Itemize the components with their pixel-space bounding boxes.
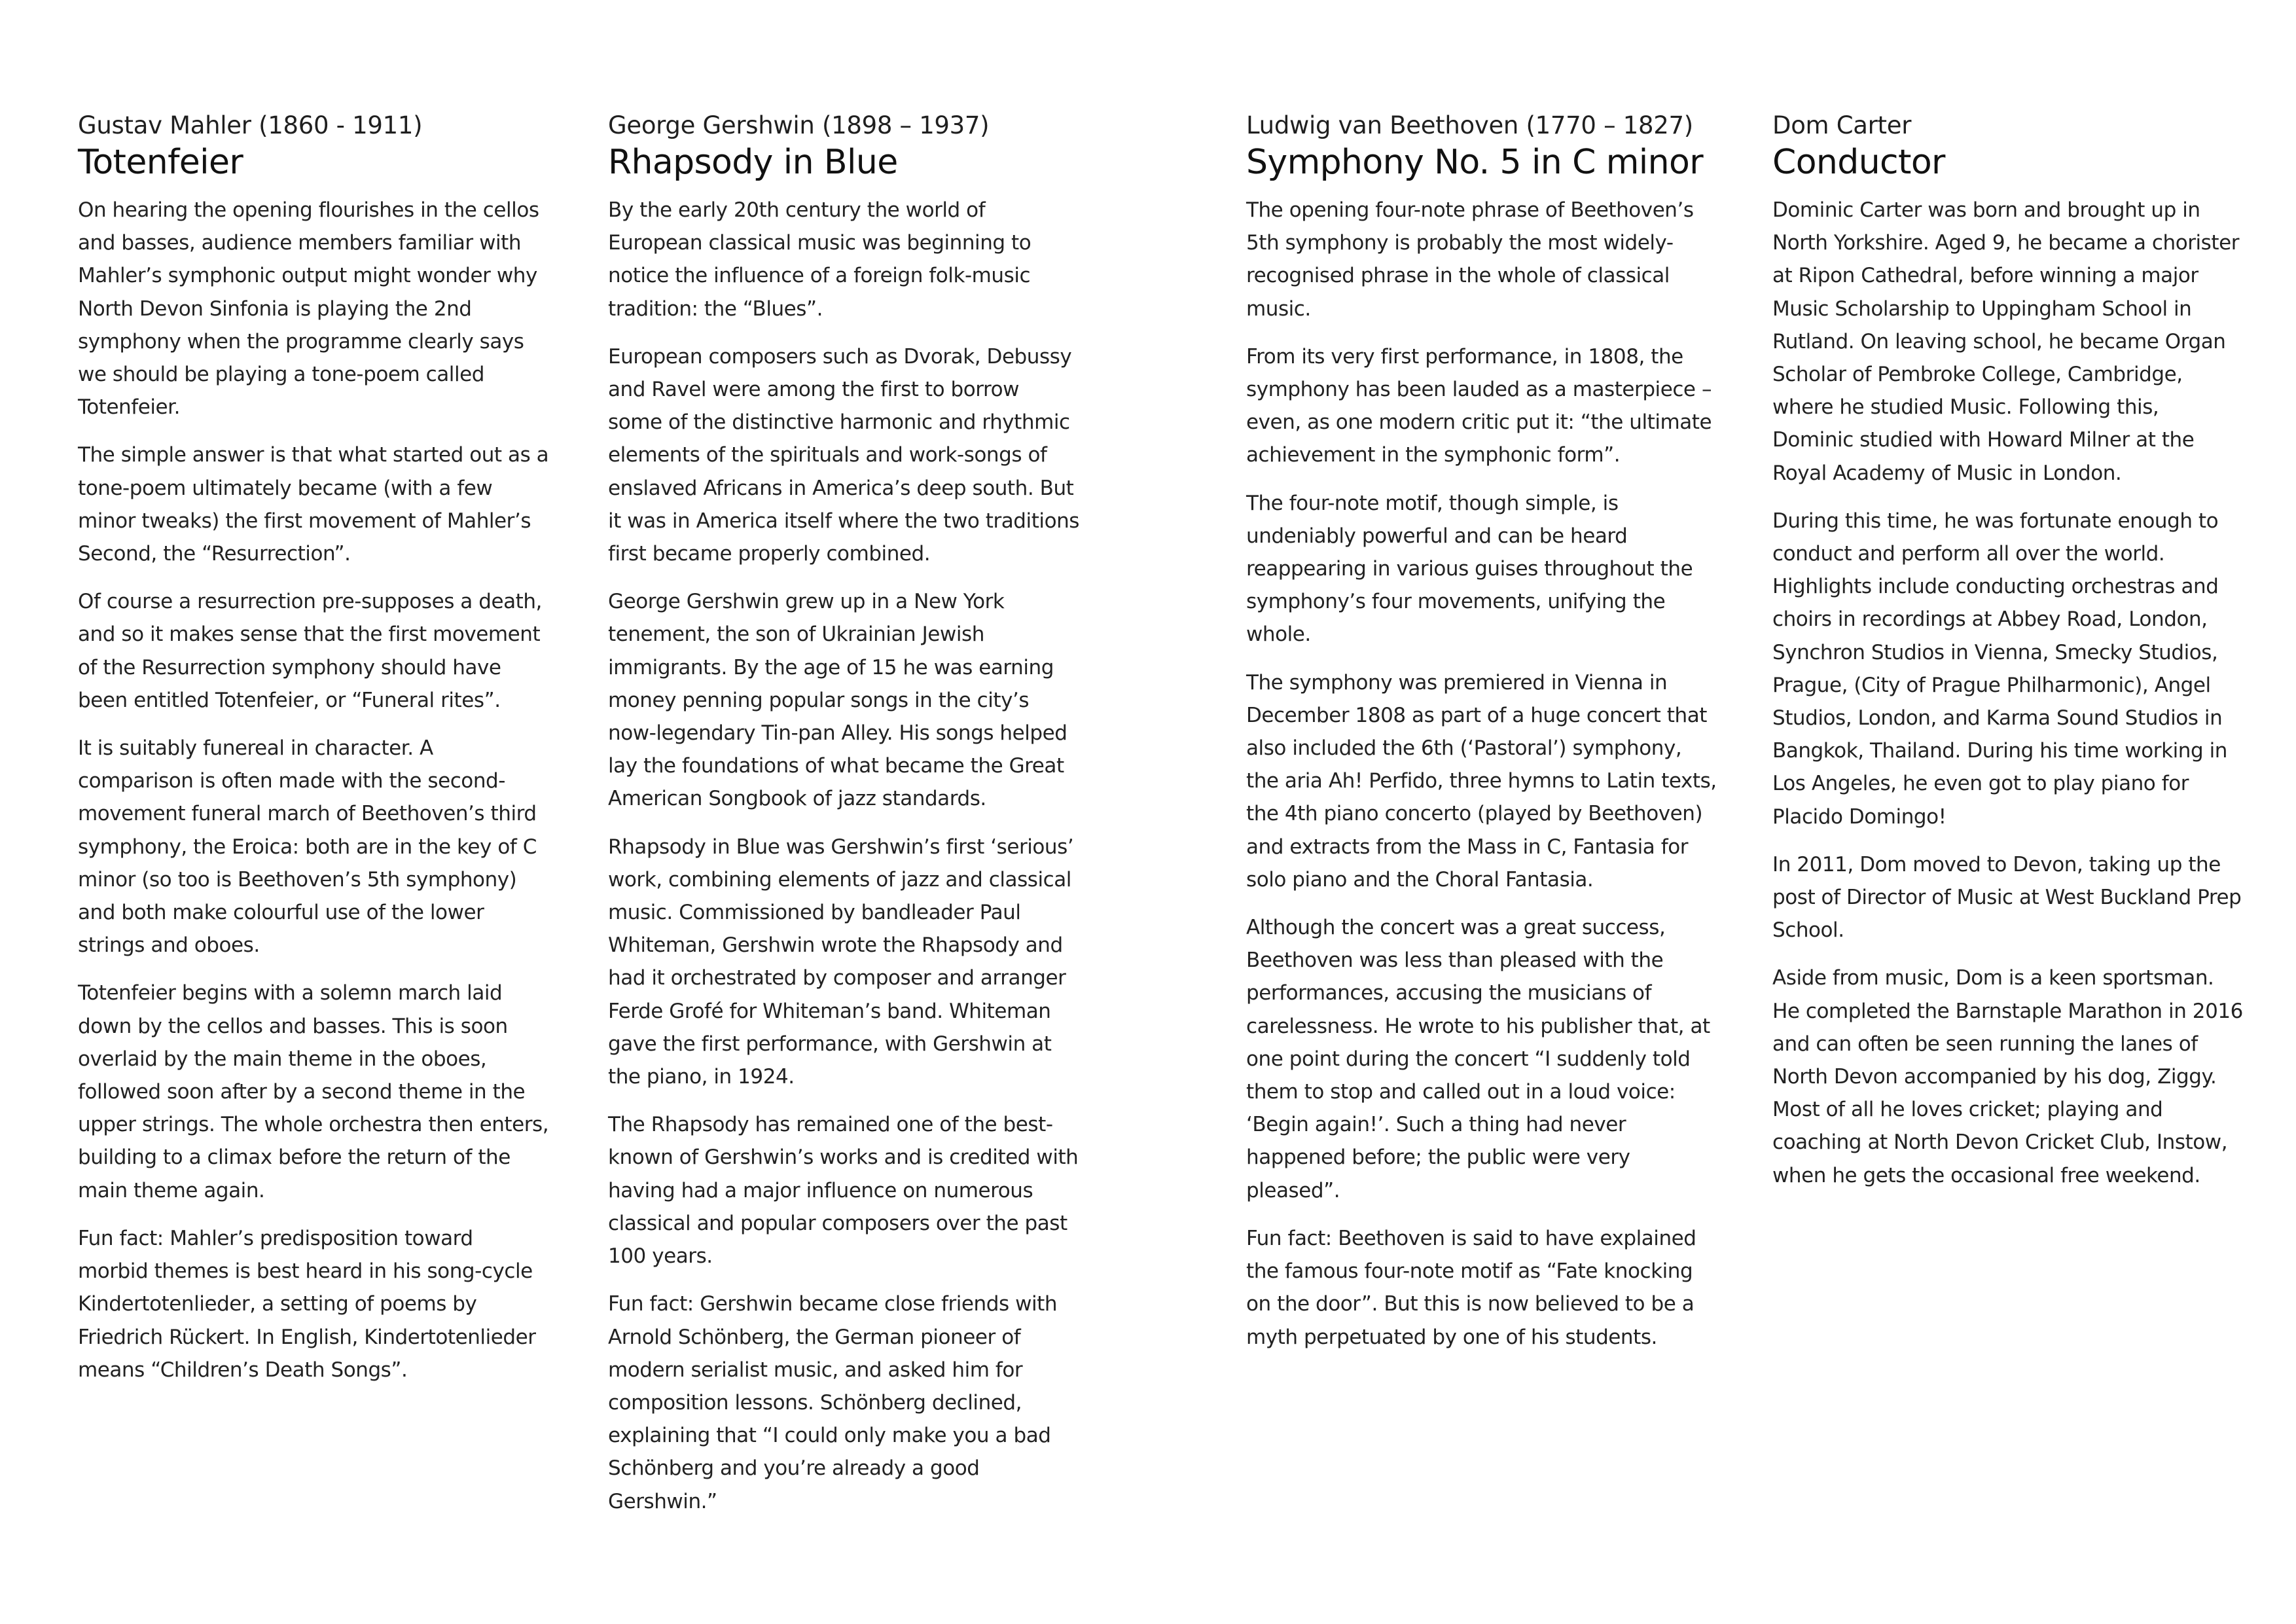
paragraph: The symphony was premiered in Vienna in December 1808 as part of a huge concert that also included the 6th (‘Pastoral’) symphony, the aria Ah! Perfido, three hymns to Latin texts, the 4th piano concerto (played by Beethoven) and extracts from the Mass in C, Fantasia for solo piano and the Choral Fantasia. <box>1246 670 1717 892</box>
paragraph: Totenfeier begins with a solemn march laid down by the cellos and basses. This is soon overlaid by the main theme in the oboes, followed soon after by a second theme in the upper strings. The whole orchestra then enters, building to a climax before the return of the main theme again. <box>78 981 549 1202</box>
paragraph: During this time, he was fortunate enough to conduct and perform all over the world. Highlights include conducting orchestras and choirs in recordings at Abbey Road, London, Synchron Studios in Vienna, Smecky Studios, Prague, (City of Prague Philharmonic), Angel Studios, London, and Karma Sound Studios in Bangkok, Thailand. During his time working in Los Angeles, he even got to play piano for Placido Domingo! <box>1772 509 2227 829</box>
paragraph: The simple answer is that what started out as a tone-poem ultimately became (with a few minor tweaks) the first movement of Mahler’s Second, the “Resurrection”. <box>78 443 549 566</box>
paragraph: The four-note motif, though simple, is undeniably powerful and can be heard reappearing in various guises throughout the symphony’s four movements, unifying the whole. <box>1246 491 1693 647</box>
paragraph: By the early 20th century the world of European classical music was beginning to notice the influence of a foreign folk-music tradition: the “Blues”. <box>608 198 1031 321</box>
composer-name: Gustav Mahler (1860 - 1911) <box>78 111 423 139</box>
paragraph: On hearing the opening flourishes in the cellos and basses, audience members familiar with Mahler’s symphonic output might wonder why North Devon Sinfonia is playing the 2nd symphony when the programme clearly says we should be playing a tone-poem called Totenfeier. <box>78 198 539 420</box>
fun-fact-paragraph: Fun fact: Beethoven is said to have explained the famous four-note motif as “Fate knocking on the door”. But this is now believed to be a myth perpetuated by one of his students. <box>1246 1226 1696 1349</box>
person-name: Dom Carter <box>1772 111 1912 139</box>
article-conductor <box>1772 110 2244 1207</box>
paragraph: Aside from music, Dom is a keen sportsman. He completed the Barnstaple Marathon in 2016 and can often be seen running the lanes of North Devon accompanied by his dog, Ziggy. Most of all he loves cricket; playing and coaching at North Devon Cricket Club, Instow, when he gets the occasional free weekend. <box>1772 966 2243 1187</box>
role-title: Conductor <box>1772 143 1945 182</box>
piece-title: Totenfeier <box>78 143 243 182</box>
paragraph: Dominic Carter was born and brought up in North Yorkshire. Aged 9, he became a chorister at Ripon Cathedral, before winning a major Music Scholarship to Uppingham School in Rutland. On leaving school, he became Organ Scholar of Pembroke College, Cambridge, where he studied Music. Following this, Dominic studied with Howard Milner at the Royal Academy of Music in London. <box>1772 198 2239 485</box>
paragraph: In 2011, Dom moved to Devon, taking up the post of Director of Music at West Buckland Prep School. <box>1772 852 2242 943</box>
paragraph: Although the concert was a great success, Beethoven was less than pleased with the performances, accusing the musicians of carelessness. He wrote to his publisher that, at one point during the concert “I suddenly told them to stop and called out in a loud voice: ‘Begin again!’. Such a thing had never happened before; the public were very pleased”. <box>1246 916 1710 1202</box>
fun-fact-paragraph: Fun fact: Mahler’s predisposition toward morbid themes is best heard in his song-cycle Kindertotenlieder, a setting of poems by Friedrich Rückert. In English, Kindertotenlieder means “Children’s Death Songs”. <box>78 1226 536 1382</box>
fun-fact-paragraph: Fun fact: Gershwin became close friends with Arnold Schönberg, the German pioneer of modern serialist music, and asked him for composition lessons. Schönberg declined, explaining that “I could only make you a bad Schönberg and you’re already a good Gershwin.” <box>608 1292 1058 1513</box>
article-gershwin <box>608 110 1079 1533</box>
article-mahler <box>78 110 549 1401</box>
paragraph: The opening four-note phrase of Beethoven’s 5th symphony is probably the most widely-recognised phrase in the whole of classical music. <box>1246 198 1694 321</box>
paragraph: Of course a resurrection pre-supposes a death, and so it makes sense that the first movement of the Resurrection symphony should have been entitled Totenfeier, or “Funeral rites”. <box>78 590 542 712</box>
composer-name: Ludwig van Beethoven (1770 – 1827) <box>1246 111 1693 139</box>
piece-title: Symphony No. 5 in C minor <box>1246 143 1703 182</box>
paragraph: From its very first performance, in 1808, the symphony has been lauded as a masterpiece – even, as one modern critic put it: “the ultimate achievement in the symphonic form”. <box>1246 344 1712 467</box>
piece-title: Rhapsody in Blue <box>608 143 898 182</box>
composer-name: George Gershwin (1898 – 1937) <box>608 111 990 139</box>
paragraph: European composers such as Dvorak, Debussy and Ravel were among the first to borrow some of the distinctive harmonic and rhythmic elements of the spirituals and work-songs of enslaved Africans in America’s deep south. But it was in America itself where the two traditions first became properly combined. <box>608 344 1079 566</box>
paragraph: George Gershwin grew up in a New York tenement, the son of Ukrainian Jewish immigrants. By the age of 15 he was earning money penning popular songs in the city’s now-legendary Tin-pan Alley. His songs helped lay the foundations of what became the Great American Songbook of jazz standards. <box>608 590 1067 811</box>
paragraph: The Rhapsody has remained one of the best-known of Gershwin’s works and is credited with having had a major influence on numerous classical and popular composers over the past 100 years. <box>608 1113 1079 1269</box>
article-beethoven <box>1246 110 1717 1369</box>
paragraph: It is suitably funereal in character. A comparison is often made with the second-movement funeral march of Beethoven’s third symphony, the Eroica: both are in the key of C minor (so too is Beethoven’s 5th symphony) and both make colourful use of the lower strings and oboes. <box>78 736 537 958</box>
paragraph: Rhapsody in Blue was Gershwin’s first ‘serious’ work, combining elements of jazz and classical music. Commissioned by bandleader Paul Whiteman, Gershwin wrote the Rhapsody and had it orchestrated by composer and arranger Ferde Grofé for Whiteman’s band. Whiteman gave the first performance, with Gershwin at the piano, in 1924. <box>608 835 1074 1089</box>
